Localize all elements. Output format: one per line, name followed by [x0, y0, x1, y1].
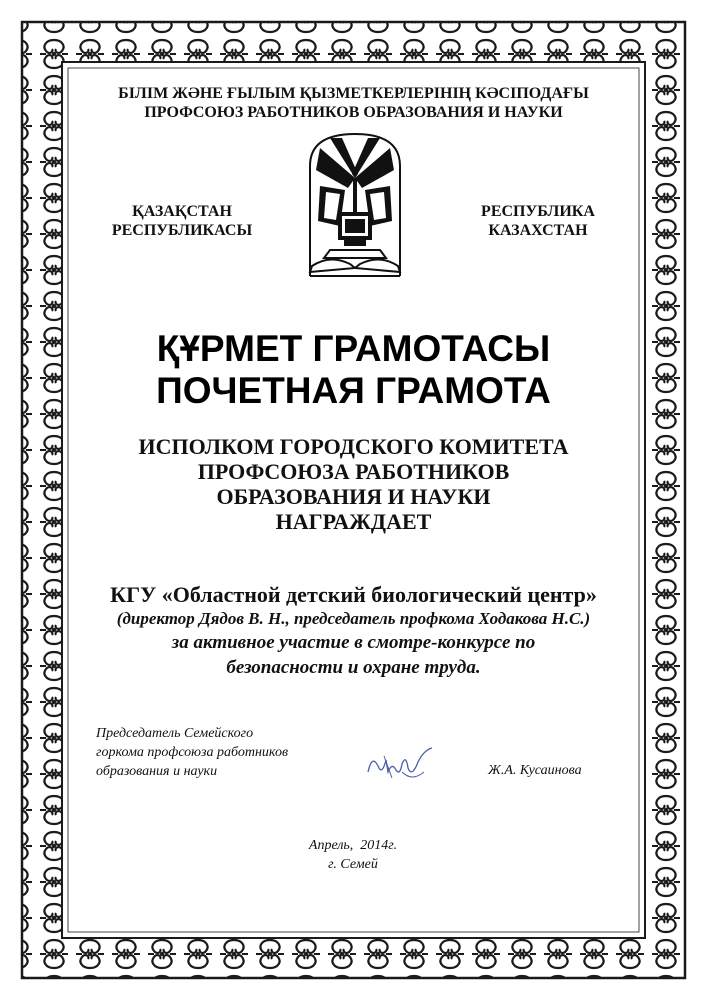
signer-line3: образования и науки: [96, 764, 218, 779]
issue-footer: [253, 836, 453, 874]
title-russian: ПОЧЕТНАЯ ГРАМОТА: [156, 370, 551, 411]
certificate-title: [80, 328, 627, 412]
handwritten-signature: [362, 742, 438, 784]
header-russian: ПРОФСОЮЗ РАБОТНИКОВ ОБРАЗОВАНИЯ И НАУКИ: [144, 104, 563, 121]
award-reason-line2: безопасности и охране труда.: [226, 657, 481, 678]
signer-name: Ж.А. Кусаинова: [488, 763, 582, 778]
committee-line2: ПРОФСОЮЗА РАБОТНИКОВ: [197, 459, 510, 484]
left-label-line2: РЕСПУБЛИКАСЫ: [111, 222, 253, 239]
title-kazakh: ҚҰРМЕТ ГРАМОТАСЫ: [156, 328, 551, 369]
header-kazakh: БІЛІМ ЖӘНЕ ҒЫЛЫМ ҚЫЗМЕТКЕРЛЕРІНІҢ КӘСІПОДАҒЫ: [118, 85, 589, 102]
awarding-committee: [100, 434, 607, 534]
union-emblem-icon: [300, 126, 410, 286]
committee-line1: ИСПОЛКОМ ГОРОДСКОГО КОМИТЕТА: [138, 434, 569, 459]
recipient-director: (директор Дядов В. Н., председатель профкома Ходакова Н.С.): [116, 609, 591, 628]
right-label: [448, 202, 628, 240]
recipient-organization: КГУ «Областной детский биологический центр»: [110, 582, 597, 607]
committee-line4: НАГРАЖДАЕТ: [275, 509, 432, 534]
issue-city: г. Семей: [328, 857, 378, 872]
signer-line2: горкома профсоюза работников: [96, 745, 289, 760]
right-label-line1: РЕСПУБЛИКА: [481, 203, 595, 220]
issue-date: Апрель, 2014г.: [308, 838, 398, 853]
signer-position: [96, 724, 356, 781]
left-label: [92, 202, 272, 240]
union-header: [80, 84, 627, 122]
signer-line1: Председатель Семейского: [96, 726, 254, 741]
committee-line3: ОБРАЗОВАНИЯ И НАУКИ: [216, 484, 491, 509]
award-block: [60, 582, 647, 680]
award-reason-line1: за активное участие в смотре-конкурсе по: [171, 632, 536, 653]
right-label-line2: КАЗАХСТАН: [488, 222, 588, 239]
left-label-line1: ҚАЗАҚСТАН: [132, 203, 232, 220]
